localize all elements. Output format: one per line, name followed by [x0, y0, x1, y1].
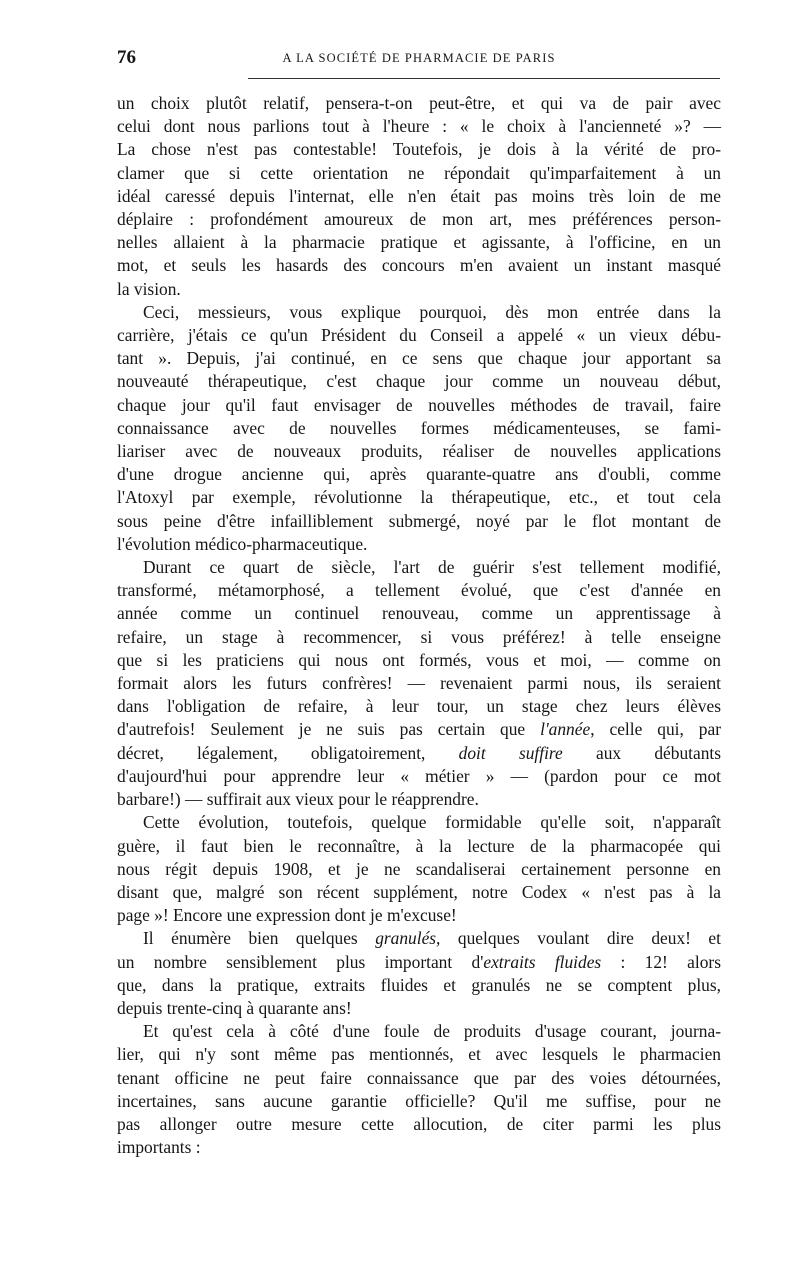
text-line: transformé, métamorphosé, a tellement évolué, que c'est d'année en — [117, 580, 721, 601]
body-text — [117, 92, 721, 1159]
text-line: barbare!) — suffirait aux vieux pour le réapprendre. — [117, 789, 479, 810]
text-line: refaire, un stage à recommencer, si vous préférez! à telle enseigne — [117, 626, 721, 647]
text-line: Et qu'est cela à côté d'une foule de produits d'usage courant, journa- — [143, 1021, 721, 1042]
page-number: 76 — [117, 47, 136, 68]
page-header — [117, 45, 721, 73]
text-line: que si les praticiens qui nous ont formés, vous et moi, — comme on — [117, 649, 721, 670]
italic-term: extraits fluides — [483, 951, 602, 972]
text-line: liariser avec de nouveaux produits, réaliser de nouvelles applications — [117, 441, 721, 462]
text-line: carrière, j'étais ce qu'un Président du Conseil a appelé « un vieux débu- — [117, 325, 721, 346]
text-line: formait alors les futurs confrères! — revenaient parmi nous, ils seraient — [117, 673, 721, 694]
text-line: incertaines, sans aucune garantie officielle? Qu'il me suffise, pour ne — [117, 1090, 721, 1111]
text-segment: décret, légalement, obligatoirement, — [117, 742, 426, 763]
text-line: connaissance avec de nouvelles formes médicamenteuses, se fami- — [117, 417, 721, 438]
text-segment: aux débutants — [596, 742, 721, 763]
text-segment: : 12! alors — [601, 951, 721, 972]
text-line: dans l'obligation de refaire, à leur tour, un stage chez leurs élèves — [117, 696, 721, 717]
text-line: l'Atoxyl par exemple, révolutionne la thérapeutique, etc., et tout cela — [117, 487, 721, 508]
italic-term: granulés, — [375, 928, 441, 949]
text-segment: , celle qui, par — [590, 719, 721, 740]
text-line: la vision. — [117, 278, 181, 299]
text-line: disant que, malgré son récent supplément, notre Codex « n'est pas à la — [117, 881, 721, 902]
text-line: importants : — [117, 1137, 201, 1158]
text-line: idéal caressé depuis l'internat, elle n'en était pas moins très loin de me — [117, 185, 721, 206]
text-line: depuis trente-cinq à quarante ans! — [117, 997, 352, 1018]
text-line: Cette évolution, toutefois, quelque formidable qu'elle soit, n'apparaît — [143, 812, 721, 833]
text-line: Durant ce quart de siècle, l'art de guérir s'est tellement modifié, — [143, 557, 721, 578]
text-line: celui dont nous parlions tout à l'heure : « le choix à l'ancienneté »? — — [117, 116, 721, 137]
italic-term: doit suffire — [458, 742, 563, 763]
text-line — [117, 951, 721, 974]
text-line: sous peine d'être infailliblement submergé, noyé par le flot montant de — [117, 510, 721, 531]
italic-term: l'année — [540, 719, 591, 740]
text-line: un choix plutôt relatif, pensera-t-on peut-être, et qui va de pair avec — [117, 93, 721, 113]
text-line: que, dans la pratique, extraits fluides et granulés ne se comptent plus, — [117, 974, 721, 995]
text-line — [117, 927, 721, 950]
text-line: tenant officine ne peut faire connaissance que par des voies détournées, — [117, 1067, 721, 1088]
text-line: Ceci, messieurs, vous explique pourquoi, dès mon entrée dans la — [143, 301, 721, 322]
text-line: nouveauté thérapeutique, c'est chaque jour comme un nouveau début, — [117, 371, 721, 392]
text-line: La chose n'est pas contestable! Toutefois, je dois à la vérité de pro- — [117, 139, 721, 160]
header-rule — [248, 78, 720, 79]
text-line: déplaire : profondément amoureux de mon art, mes préférences person- — [117, 209, 721, 230]
text-line: tant ». Depuis, j'ai continué, en ce sens que chaque jour apportant sa — [117, 348, 721, 369]
text-line: page »! Encore une expression dont je m'excuse! — [117, 905, 457, 926]
text-line: d'une drogue ancienne qui, après quarante-quatre ans d'oubli, comme — [117, 464, 721, 485]
running-title: A LA SOCIÉTÉ DE PHARMACIE DE PARIS — [282, 51, 556, 65]
text-line: chaque jour qu'il faut envisager de nouvelles méthodes de travail, faire — [117, 394, 721, 415]
text-line: lier, qui n'y sont même pas mentionnés, et avec lesquels le pharmacien — [117, 1044, 721, 1065]
text-line: clamer que si cette orientation ne répondait qu'imparfaitement à un — [117, 162, 721, 183]
text-line: pas allonger outre mesure cette allocution, de citer parmi les plus — [117, 1113, 721, 1134]
text-line — [117, 742, 721, 765]
text-line: l'évolution médico-pharmaceutique. — [117, 533, 368, 554]
text-line: mot, et seuls les hasards des concours m'en avaient un instant masqué — [117, 255, 721, 276]
text-line: nous régit depuis 1908, et je ne scandaliserai certainement personne en — [117, 858, 721, 879]
text-line — [117, 718, 721, 741]
text-line: année comme un continuel renouveau, comme un apprentissage à — [117, 603, 721, 624]
text-segment: un nombre sensiblement plus important d' — [117, 951, 484, 972]
text-line: guère, il faut bien le reconnaître, à la lecture de la pharmacopée qui — [117, 835, 721, 856]
text-segment: quelques voulant dire deux! et — [457, 928, 721, 949]
text-segment: Il énumère bien quelques — [143, 928, 358, 949]
text-line: d'aujourd'hui pour apprendre leur « métier » — (pardon pour ce mot — [117, 765, 721, 786]
text-segment: d'autrefois! Seulement je ne suis pas certain que — [117, 719, 526, 740]
text-line: nelles allaient à la pharmacie pratique et agissante, à l'officine, en un — [117, 232, 721, 253]
